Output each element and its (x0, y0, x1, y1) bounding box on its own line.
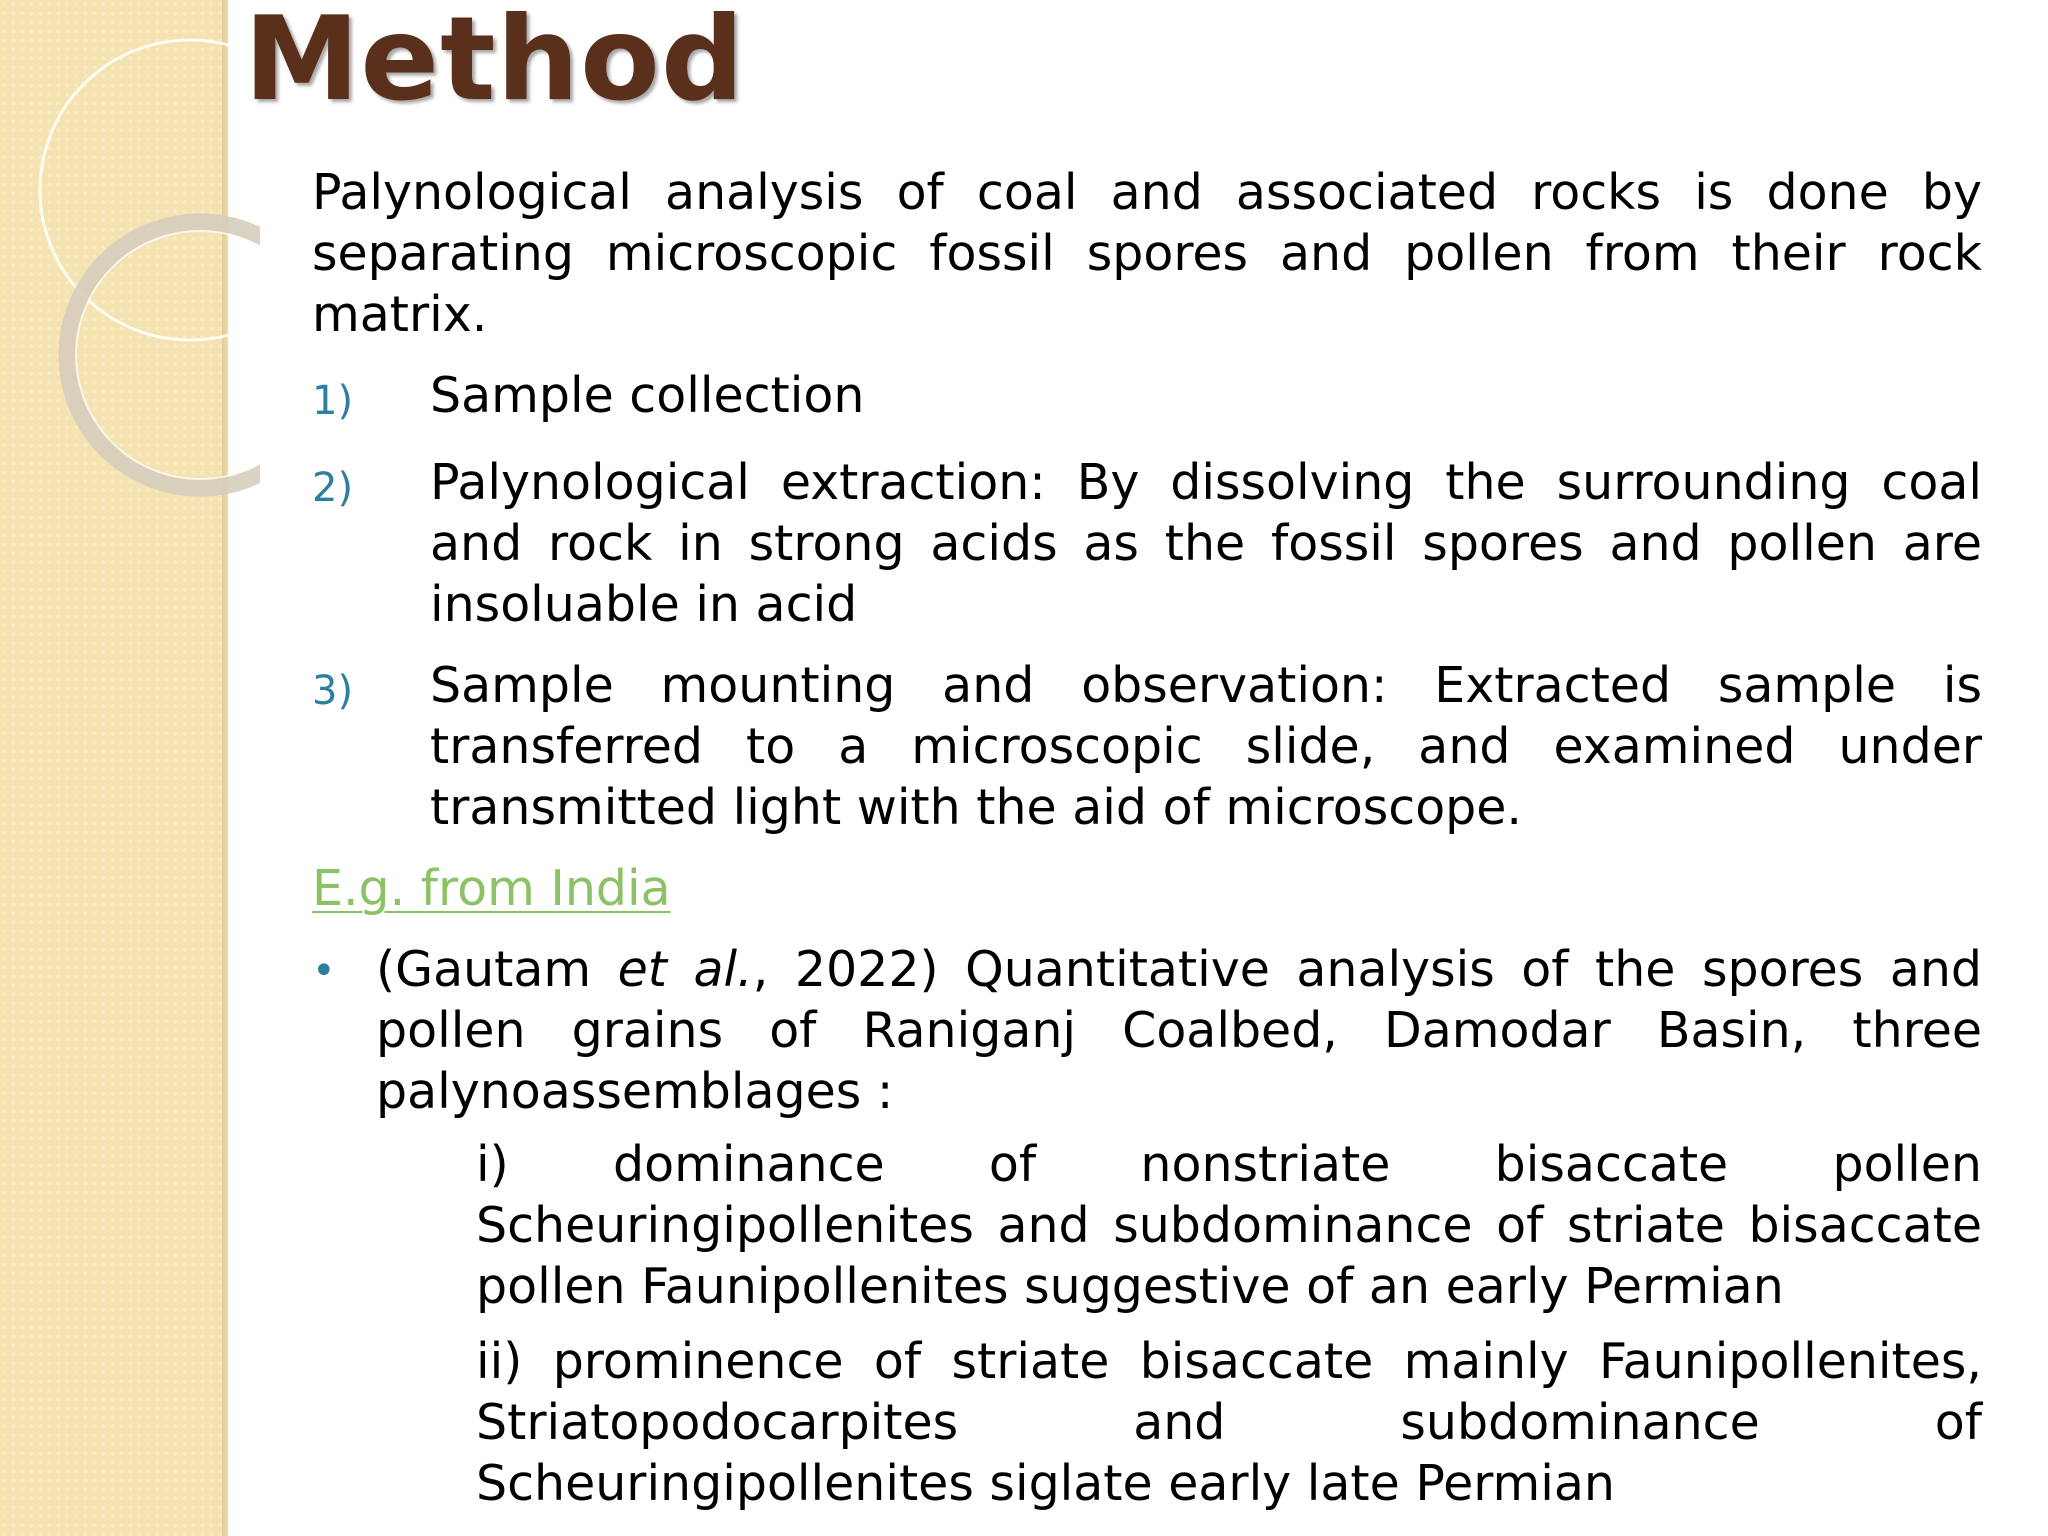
bullet-icon: • (312, 948, 336, 994)
step-text: Sample mounting and observation: Extracted sample is transferred to a microscopic slide, and examined under transmitted light with the aid of microscope. (430, 657, 1982, 836)
citation-open: (Gautam (376, 941, 618, 998)
step-item-1 (312, 365, 1982, 432)
assemblage-item-1: i) dominance of nonstriate bisaccate pollen Scheuringipollenites and subdominance of striate bisaccate pollen Faunipollenites suggestive of an early Permian (476, 1136, 1982, 1315)
step-number: 2) (312, 465, 354, 511)
intro-paragraph: Palynological analysis of coal and associated rocks is done by separating microscopic fossil spores and pollen from their rock matrix. (312, 164, 1982, 343)
step-number: 3) (312, 668, 354, 714)
decorative-rings (0, 0, 260, 520)
step-text: Sample collection (430, 367, 865, 424)
assemblage-list (476, 1134, 1982, 1514)
citation-etal: et al. (617, 941, 753, 998)
step-item-3 (312, 655, 1982, 838)
step-item-2 (312, 452, 1982, 635)
example-text (376, 939, 1982, 1122)
example-link[interactable]: E.g. from India (312, 860, 671, 917)
citation-rest: , 2022) Quantitative analysis of the spores and pollen grains of Raniganj Coalbed, Damodar Basin, three palynoassemblages : (376, 941, 1983, 1120)
step-number: 1) (312, 378, 354, 424)
example-bullet (312, 939, 1982, 1122)
assemblage-item-2: ii) prominence of striate bisaccate mainly Faunipollenites, Striatopodocarpites and subdominance of Scheuringipollenites siglate early late Permian (476, 1333, 1982, 1512)
slide-content (312, 162, 1982, 1528)
step-text: Palynological extraction: By dissolving the surrounding coal and rock in strong acids as the fossil spores and pollen are insoluable in acid (430, 454, 1982, 633)
slide-title: Method (244, 0, 745, 127)
